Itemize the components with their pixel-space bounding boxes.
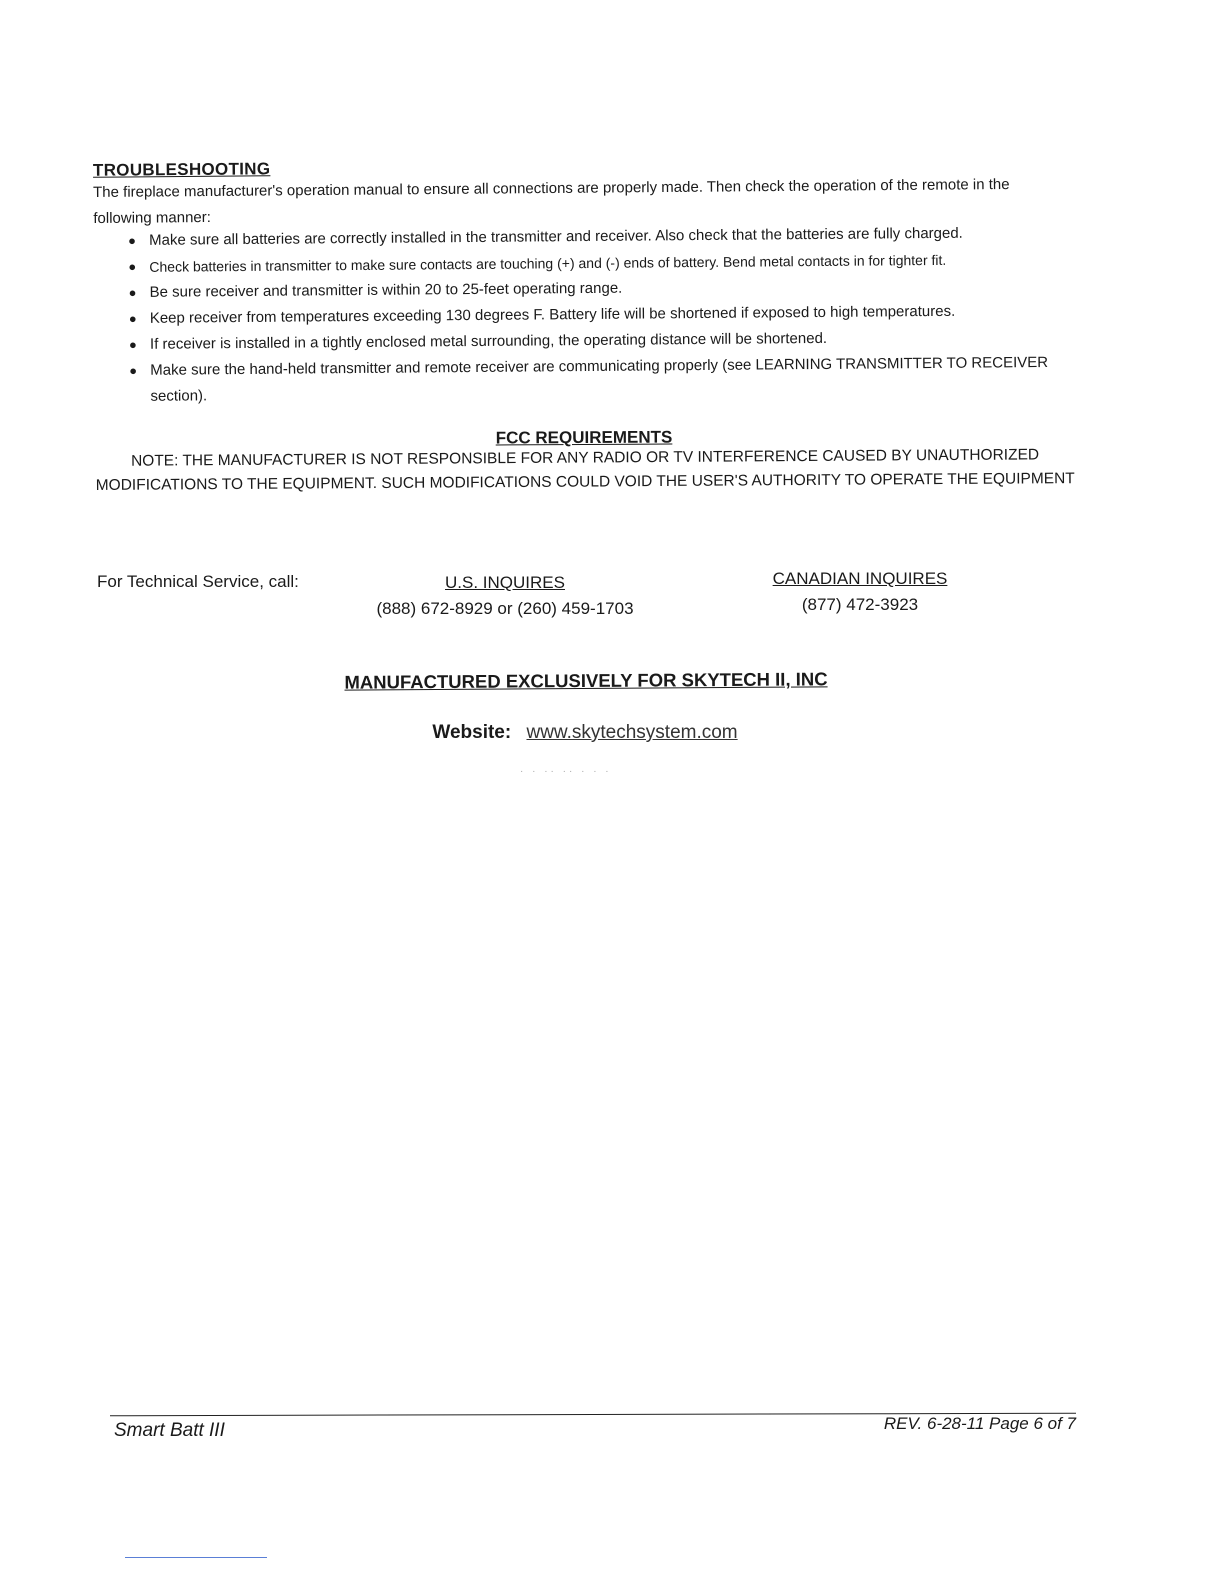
list-item: ● If receiver is installed in a tightly enclosed metal surrounding, the operating distance will be shortened. <box>129 324 1069 358</box>
website-label: Website: <box>432 722 512 743</box>
footer-product-name: Smart Batt III <box>114 1420 225 1441</box>
bullet-icon: ● <box>128 284 137 300</box>
us-phone-numbers: (888) 672-8929 or (260) 459-1703 <box>376 599 634 618</box>
bullet-icon: ● <box>129 362 138 378</box>
list-item: ● Check batteries in transmitter to make sure contacts are touching (+) and (-) ends of battery. Bend metal contacts in for tighter fit. <box>128 246 1068 280</box>
bullet-icon: ● <box>128 232 137 248</box>
blue-divider <box>125 1557 267 1558</box>
website-row <box>0 722 1170 744</box>
canadian-inquiries-heading: CANADIAN INQUIRES <box>772 569 948 588</box>
bullet-icon: ● <box>128 336 137 352</box>
troubleshooting-heading: TROUBLESHOOTING <box>92 159 271 180</box>
scan-specks: · · ·· ·· · · · <box>520 766 612 777</box>
canadian-phone-number: (877) 472-3923 <box>801 595 919 614</box>
bullet-icon: ● <box>128 310 137 326</box>
bullet-icon: ● <box>128 258 137 274</box>
troubleshooting-intro: The fireplace manufacturer's operation manual to ensure all connections are properly made. Then check the operation of the remote in the following manner: <box>93 176 1010 227</box>
us-inquiries <box>355 570 655 622</box>
list-item: ● Keep receiver from temperatures exceeding 130 degrees F. Battery life will be shortened if exposed to high temperatures. <box>129 298 1069 332</box>
technical-service-label: For Technical Service, call: <box>97 572 299 591</box>
fcc-heading: FCC REQUIREMENTS <box>495 427 673 448</box>
list-item: ● Make sure all batteries are correctly installed in the transmitter and receiver. Also check that the batteries are fully charged. <box>128 220 1068 254</box>
footer-revision-page: REV. 6-28-11 Page 6 of 7 <box>883 1414 1076 1433</box>
fcc-note: NOTE: THE MANUFACTURER IS NOT RESPONSIBLE FOR ANY RADIO OR TV INTERFERENCE CAUSED BY UNAUTHORIZED MODIFICATIONS TO THE EQUIPMENT. SUCH MODIFICATIONS COULD VOID THE USER'S AUTHORITY TO OPERATE THE EQUIPMENT <box>95 446 1075 494</box>
list-item: ● Be sure receiver and transmitter is within 20 to 25-feet operating range. <box>128 272 1068 306</box>
canadian-inquiries <box>750 566 970 618</box>
us-inquiries-heading: U.S. INQUIRES <box>445 573 565 592</box>
list-item: ● Make sure the hand-held transmitter and remote receiver are communicating properly (see LEARNING TRANSMITTER TO RECEIVER section). <box>129 353 1049 405</box>
troubleshooting-list <box>128 220 1070 410</box>
manufacturer-statement: MANUFACTURED EXCLUSIVELY FOR SKYTECH II, INC <box>344 668 828 693</box>
website-link[interactable]: www.skytechsystem.com <box>526 722 738 743</box>
